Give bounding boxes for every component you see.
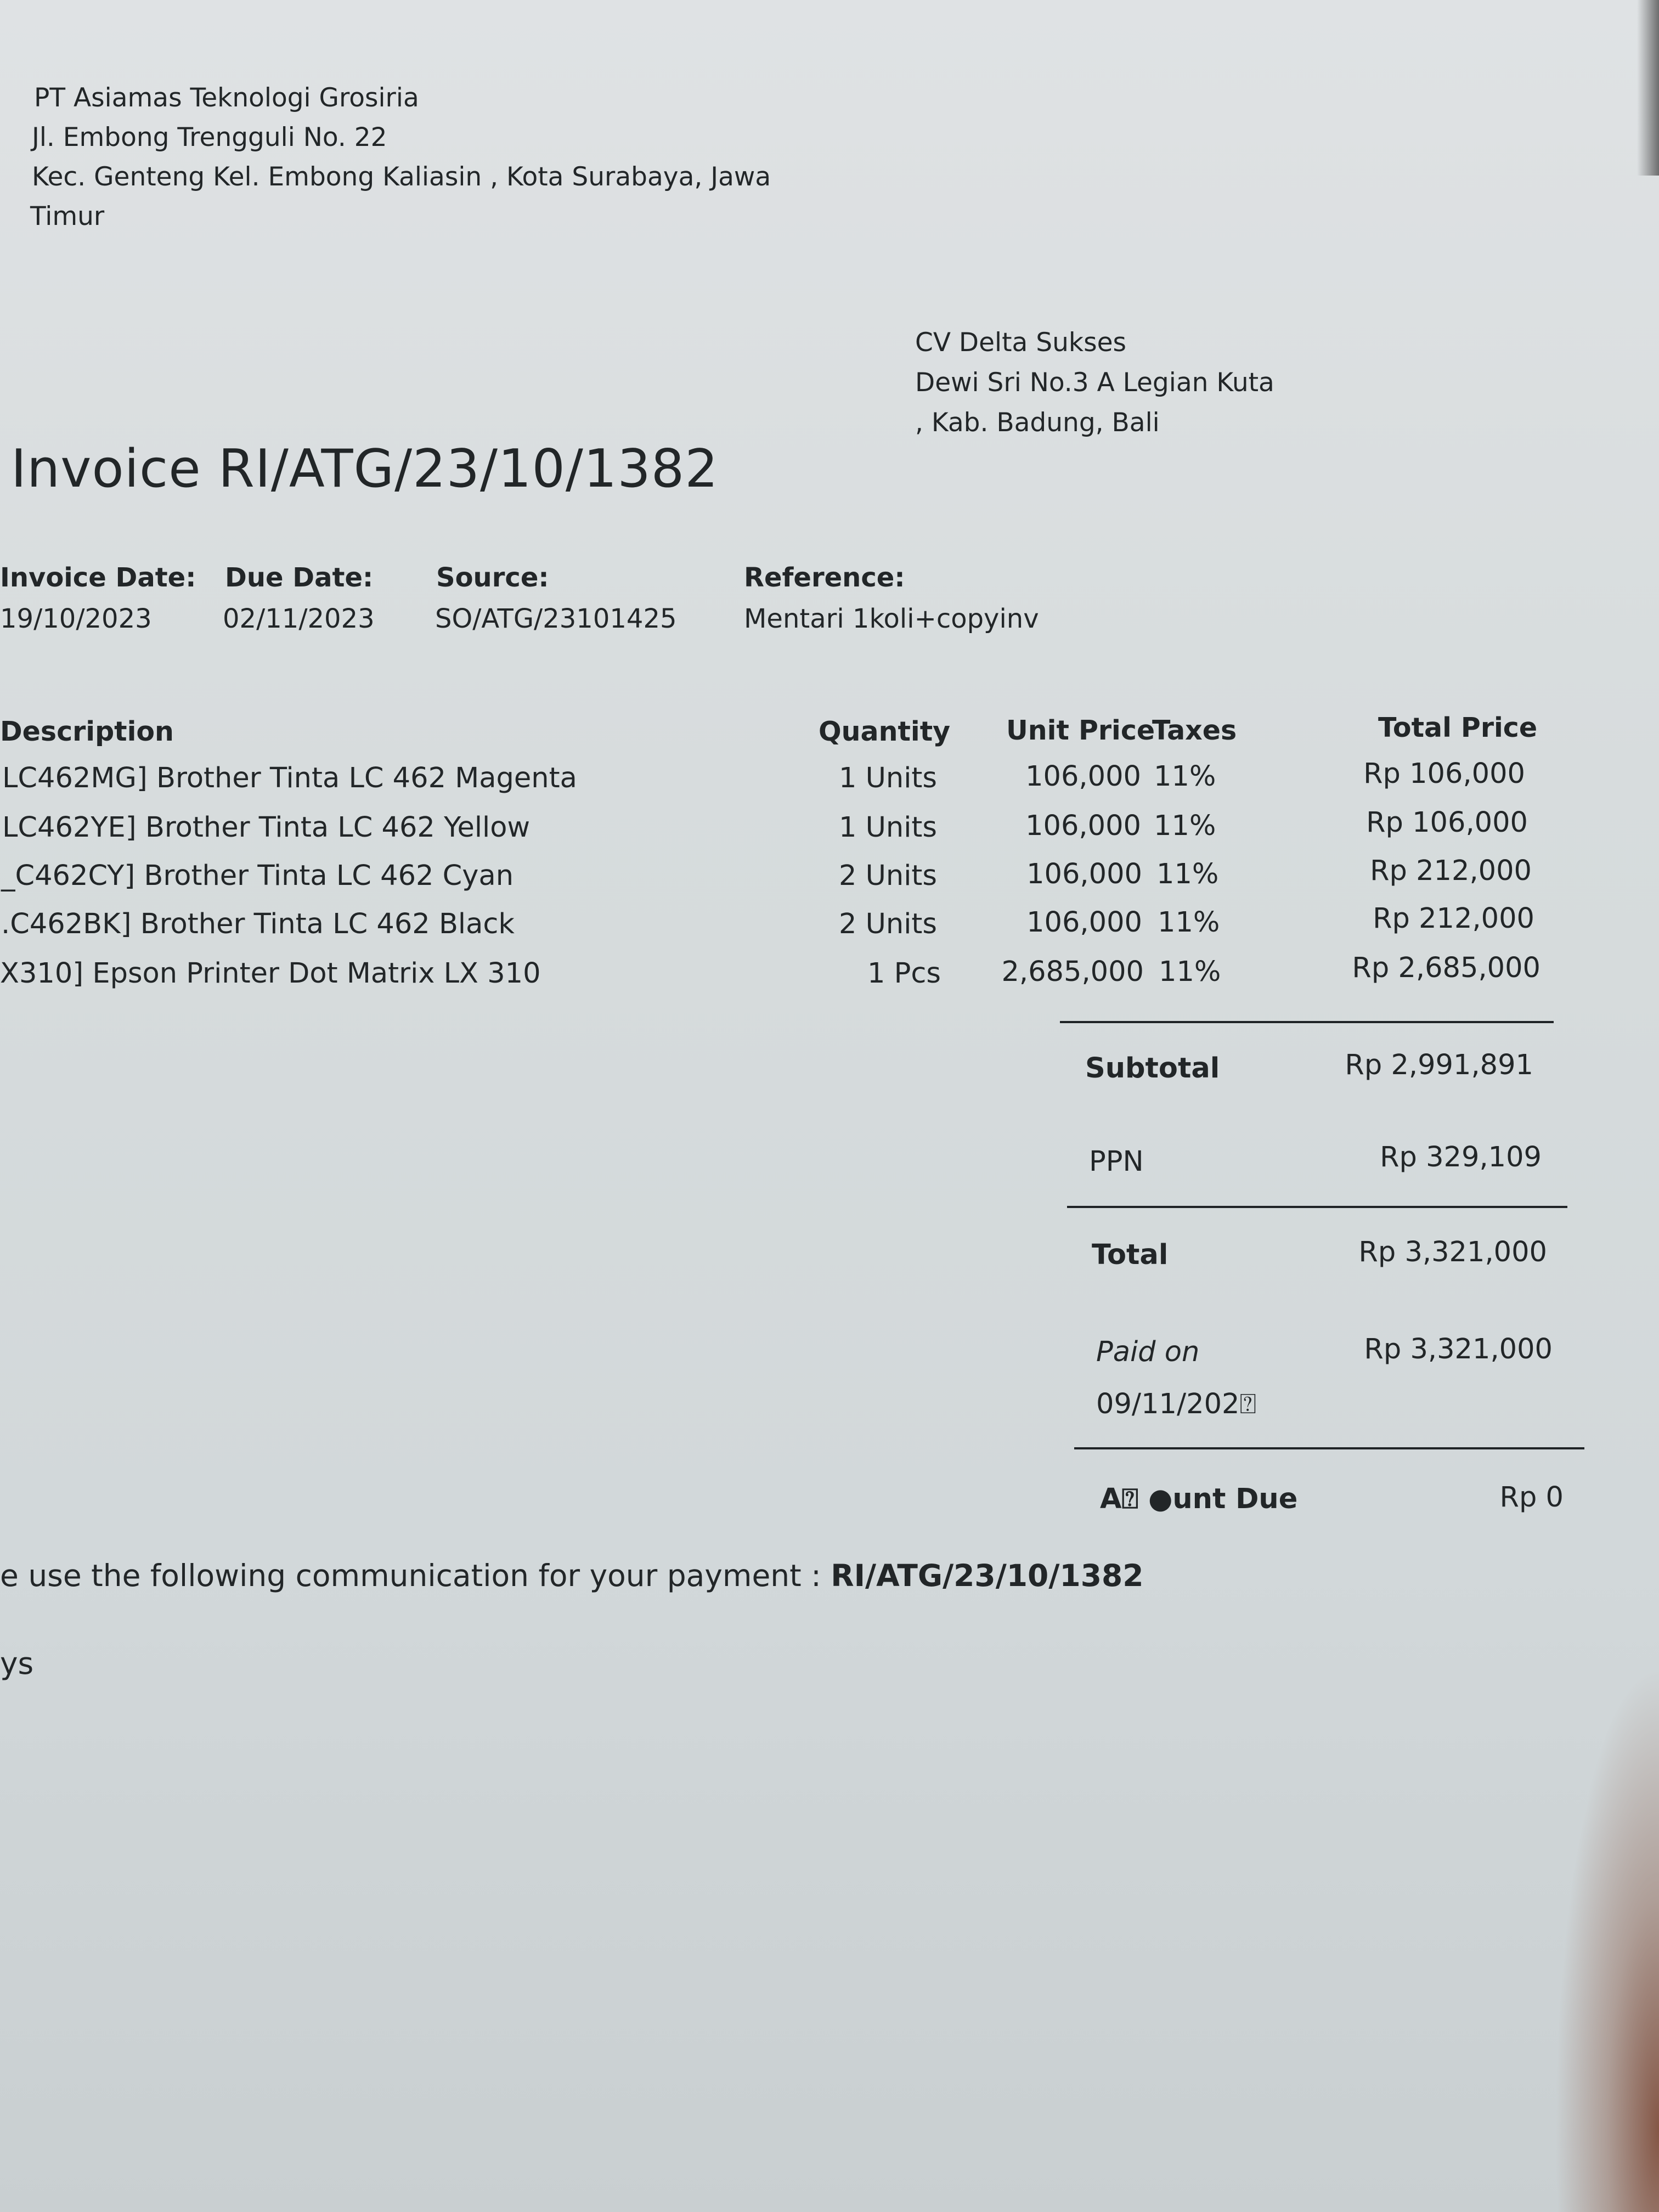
due-date: 02/11/2023	[223, 603, 375, 634]
paid-on-date: 09/11/202⍰	[1096, 1388, 1257, 1420]
line-description: X310] Epson Printer Dot Matrix LX 310	[0, 957, 541, 990]
payment-reference: RI/ATG/23/10/1382	[831, 1558, 1144, 1593]
payment-communication-text: e use the following communication for your payment :	[0, 1558, 831, 1593]
line-quantity: 1 Units	[838, 762, 937, 794]
line-quantity: 1 Units	[838, 811, 937, 844]
col-header-taxes: Taxes	[1152, 715, 1237, 746]
invoice-title: Invoice RI/ATG/23/10/1382	[11, 439, 719, 499]
line-taxes: 11%	[1156, 858, 1219, 890]
recipient-address-line1: Dewi Sri No.3 A Legian Kuta	[915, 368, 1274, 398]
line-total: Rp 106,000	[1366, 806, 1528, 839]
total-value: Rp 3,321,000	[1358, 1236, 1547, 1268]
col-header-quantity: Quantity	[819, 716, 951, 747]
ppn-label: PPN	[1089, 1146, 1144, 1178]
paper-edge-shadow	[1637, 0, 1659, 176]
line-taxes: 11%	[1158, 906, 1220, 939]
paid-amount: Rp 3,321,000	[1364, 1333, 1553, 1365]
amount-due-divider	[1074, 1447, 1584, 1449]
sender-name: PT Asiamas Teknologi Grosiria	[34, 83, 419, 113]
reference-label: Reference:	[744, 562, 905, 593]
col-header-unit-price: Unit Price	[1006, 715, 1155, 746]
line-description: LC462YE] Brother Tinta LC 462 Yellow	[2, 811, 531, 844]
line-total: Rp 2,685,000	[1352, 952, 1541, 984]
line-unit-price: 106,000	[1026, 858, 1142, 890]
amount-due-value: Rp 0	[1499, 1481, 1564, 1514]
recipient-name: CV Delta Sukses	[915, 328, 1126, 358]
subtotal-value: Rp 2,991,891	[1345, 1049, 1533, 1081]
line-total: Rp 212,000	[1370, 855, 1532, 887]
line-taxes: 11%	[1159, 956, 1221, 988]
source-value: SO/ATG/23101425	[435, 603, 677, 634]
ppn-value: Rp 329,109	[1380, 1141, 1542, 1173]
subtotal-label: Subtotal	[1085, 1052, 1220, 1085]
sender-address-line2: Kec. Genteng Kel. Embong Kaliasin , Kota Surabaya, Jawa	[32, 162, 771, 192]
invoice-date-label: Invoice Date:	[0, 562, 196, 593]
line-taxes: 11%	[1154, 810, 1216, 842]
line-unit-price: 2,685,000	[1001, 956, 1144, 988]
line-unit-price: 106,000	[1025, 760, 1141, 793]
total-label: Total	[1092, 1239, 1169, 1271]
payment-terms-fragment: ys	[0, 1646, 34, 1681]
sender-address-line1: Jl. Embong Trengguli No. 22	[32, 122, 387, 153]
background-corner	[1555, 1663, 1659, 2212]
paid-on-label: Paid on	[1096, 1336, 1200, 1368]
line-taxes: 11%	[1154, 760, 1216, 793]
invoice-date: 19/10/2023	[0, 603, 152, 634]
line-description: LC462MG] Brother Tinta LC 462 Magenta	[2, 762, 577, 794]
total-divider	[1067, 1206, 1567, 1208]
payment-communication	[0, 1558, 1144, 1593]
recipient-address-line2: , Kab. Badung, Bali	[915, 408, 1160, 438]
line-description: _C462CY] Brother Tinta LC 462 Cyan	[1, 860, 514, 892]
line-quantity: 2 Units	[838, 908, 937, 940]
col-header-total-price: Total Price	[1378, 712, 1538, 743]
sender-address-line3: Timur	[30, 201, 105, 232]
line-total: Rp 106,000	[1363, 758, 1525, 790]
col-header-description: Description	[0, 716, 174, 747]
line-unit-price: 106,000	[1025, 810, 1141, 842]
reference-value: Mentari 1koli+copyinv	[744, 603, 1039, 634]
source-label: Source:	[436, 562, 549, 593]
line-unit-price: 106,000	[1026, 906, 1142, 939]
line-quantity: 2 Units	[838, 860, 937, 892]
line-total: Rp 212,000	[1373, 902, 1534, 935]
due-date-label: Due Date:	[225, 562, 374, 593]
amount-due-label: A⍰ ●unt Due	[1100, 1483, 1298, 1515]
line-quantity: 1 Pcs	[867, 957, 941, 990]
summary-divider	[1060, 1021, 1554, 1023]
line-description: .C462BK] Brother Tinta LC 462 Black	[1, 908, 515, 940]
